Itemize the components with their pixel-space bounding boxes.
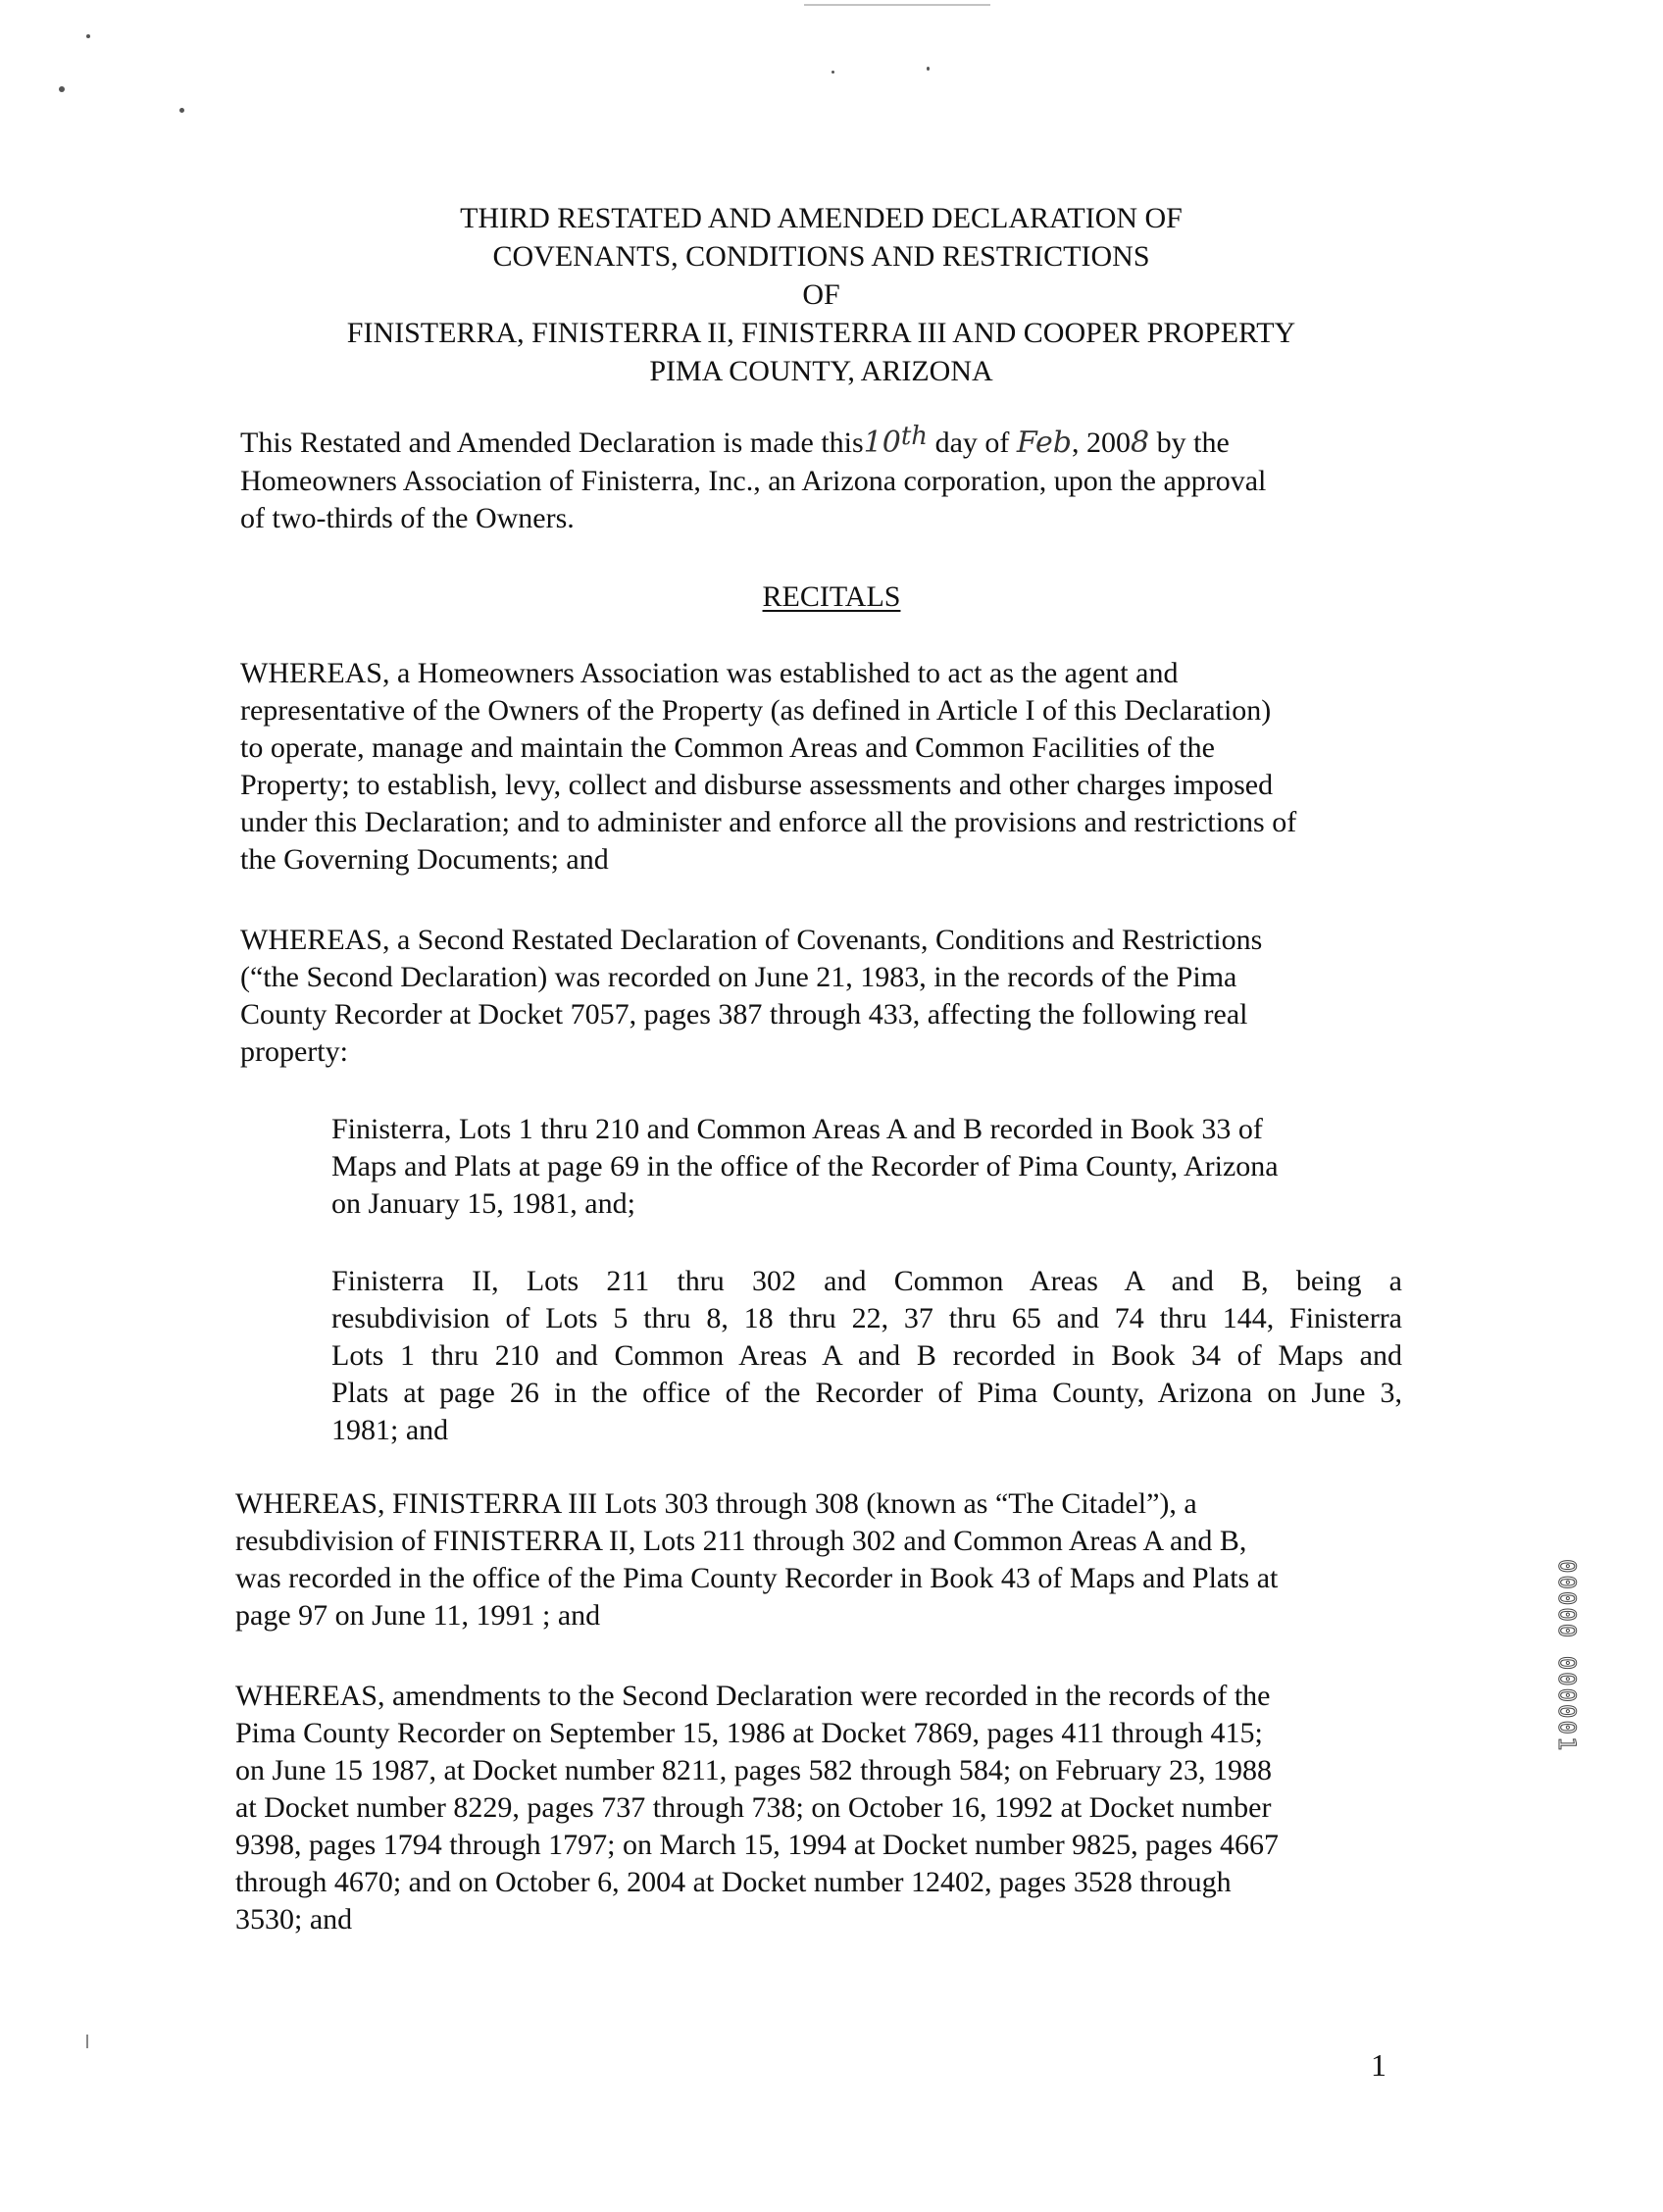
paragraph-line: resubdivision of Lots 5 thru 8, 18 thru 22, 37 thru 65 and 74 thru 144, Finisterra — [331, 1302, 1402, 1334]
paragraph-line: WHEREAS, a Second Restated Declaration of Covenants, Conditions and Restrictions — [240, 924, 1263, 956]
title-line: OF — [802, 278, 840, 311]
paragraph-line: Pima County Recorder on September 15, 1986 at Docket 7869, pages 411 through 415; — [235, 1717, 1263, 1749]
paragraph-line: representative of the Owners of the Property (as defined in Article I of this Declaration) — [240, 694, 1272, 727]
paragraph-line: Maps and Plats at page 69 in the office of the Recorder of Pima County, Arizona — [331, 1150, 1279, 1182]
property-description-2 — [331, 1263, 1402, 1449]
paragraph-line: (“the Second Declaration) was recorded on June 21, 1983, in the records of the Pima — [240, 961, 1237, 993]
paragraph-line: at Docket number 8229, pages 737 through 738; on October 16, 1992 at Docket number — [235, 1791, 1272, 1824]
paragraph-line: 3530; and — [235, 1903, 353, 1936]
paragraph-line: the Governing Documents; and — [240, 843, 609, 876]
document-title — [196, 199, 1446, 390]
property-description-1 — [331, 1111, 1402, 1223]
scan-speck — [927, 67, 930, 71]
paragraph-line: Lots 1 thru 210 and Common Areas A and B recorded in Book 34 of Maps and — [331, 1339, 1402, 1372]
paragraph-line: WHEREAS, FINISTERRA III Lots 303 through 308 (known as “The Citadel”), a — [235, 1487, 1197, 1520]
intro-text: This Restated and Amended Declaration is made this — [240, 427, 864, 459]
whereas-paragraph-3 — [235, 1485, 1278, 1634]
intro-text: day of — [934, 427, 1010, 459]
paragraph-line: County Recorder at Docket 7057, pages 387 through 433, affecting the following real — [240, 998, 1248, 1031]
paragraph-line: to operate, manage and maintain the Common Areas and Common Facilities of the — [240, 731, 1215, 764]
paragraph-line: resubdivision of FINISTERRA II, Lots 211 through 302 and Common Areas A and B, — [235, 1525, 1247, 1557]
paragraph-line: under this Declaration; and to administer and enforce all the provisions and restrictions of — [240, 806, 1297, 838]
whereas-paragraph-1 — [240, 655, 1296, 879]
scan-mark — [804, 4, 990, 6]
handwritten-month: Feb — [1016, 426, 1073, 460]
scan-speck — [86, 34, 90, 38]
paragraph-line: Property; to establish, levy, collect and disburse assessments and other charges imposed — [240, 769, 1274, 801]
paragraph-line: on January 15, 1981, and; — [331, 1187, 635, 1220]
whereas-paragraph-2 — [240, 922, 1262, 1071]
scan-mark — [86, 2035, 88, 2048]
handwritten-day-suffix: th — [900, 422, 929, 451]
recorder-stamp: 00000 000001 — [1553, 1559, 1581, 1753]
intro-line — [240, 422, 1266, 463]
title-line: THIRD RESTATED AND AMENDED DECLARATION OF — [460, 202, 1183, 234]
intro-line: of two-thirds of the Owners. — [240, 502, 575, 534]
page-number: 1 — [1371, 2047, 1386, 2083]
title-line: PIMA COUNTY, ARIZONA — [649, 355, 993, 387]
intro-line: Homeowners Association of Finisterra, Inc., an Arizona corporation, upon the approval — [240, 465, 1267, 497]
paragraph-line: 9398, pages 1794 through 1797; on March 15, 1994 at Docket number 9825, pages 4667 — [235, 1829, 1279, 1861]
recitals-heading: RECITALS — [762, 580, 901, 613]
intro-text: , 200 — [1072, 427, 1132, 459]
handwritten-day: 10 — [863, 426, 901, 460]
paragraph-line: through 4670; and on October 6, 2004 at Docket number 12402, pages 3528 through — [235, 1866, 1232, 1898]
scan-speck — [832, 71, 834, 74]
paragraph-line: property: — [240, 1035, 348, 1068]
paragraph-line: Plats at page 26 in the office of the Recorder of Pima County, Arizona on June 3, — [331, 1377, 1402, 1409]
handwritten-year: 8 — [1131, 426, 1150, 460]
paragraph-line: Finisterra II, Lots 211 thru 302 and Common Areas A and B, being a — [331, 1265, 1402, 1297]
whereas-paragraph-4 — [235, 1678, 1279, 1938]
scan-speck — [179, 108, 184, 113]
paragraph-line: on June 15 1987, at Docket number 8211, pages 582 through 584; on February 23, 1988 — [235, 1754, 1273, 1786]
scan-speck — [59, 86, 65, 92]
paragraph-line: 1981; and — [331, 1414, 449, 1446]
title-line: COVENANTS, CONDITIONS AND RESTRICTIONS — [492, 240, 1150, 273]
paragraph-line: WHEREAS, a Homeowners Association was established to act as the agent and — [240, 657, 1179, 689]
intro-text: by the — [1156, 427, 1230, 459]
intro-paragraph — [240, 422, 1267, 537]
paragraph-line: Finisterra, Lots 1 thru 210 and Common Areas A and B recorded in Book 33 of — [331, 1113, 1263, 1145]
paragraph-line: WHEREAS, amendments to the Second Declaration were recorded in the records of the — [235, 1680, 1271, 1712]
paragraph-line: page 97 on June 11, 1991 ; and — [235, 1599, 601, 1632]
title-line: FINISTERRA, FINISTERRA II, FINISTERRA III AND COOPER PROPERTY — [346, 317, 1296, 349]
paragraph-line: was recorded in the office of the Pima County Recorder in Book 43 of Maps and Plats at — [235, 1562, 1279, 1594]
